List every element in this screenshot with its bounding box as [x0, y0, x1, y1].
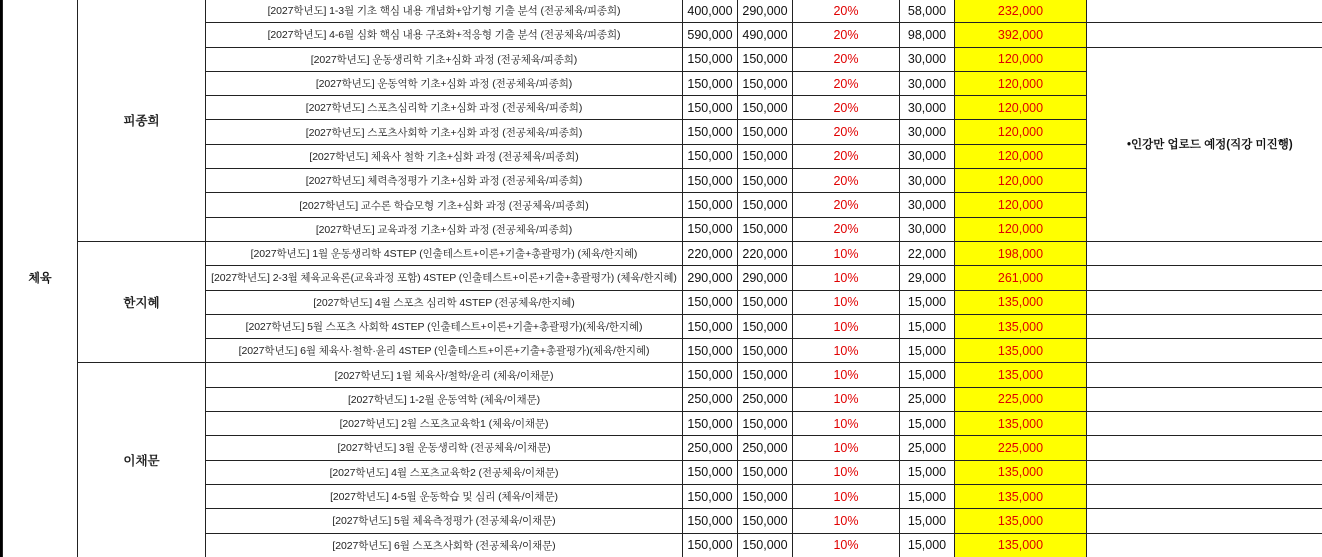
price-cell[interactable]: 150,000: [683, 460, 738, 484]
discount-amount-cell[interactable]: 30,000: [900, 120, 955, 144]
discount-rate-cell[interactable]: 10%: [793, 339, 900, 363]
final-price-cell[interactable]: 198,000: [955, 241, 1087, 265]
course-name-cell[interactable]: [2027학년도] 4-6월 심화 핵심 내용 구조화+적응형 기출 분석 (전공체육/피종희): [206, 23, 683, 47]
course-name-cell[interactable]: [2027학년도] 5월 체육측정평가 (전공체육/이채문): [206, 509, 683, 533]
discount-amount-cell[interactable]: 25,000: [900, 436, 955, 460]
discount-amount-cell[interactable]: 15,000: [900, 533, 955, 557]
course-name-cell[interactable]: [2027학년도] 2-3월 체육교육론(교육과정 포함) 4STEP (인출테스트+이론+기출+총괄평가) (체육/한지혜): [206, 266, 683, 290]
price-cell[interactable]: 150,000: [683, 120, 738, 144]
final-price-cell[interactable]: 135,000: [955, 290, 1087, 314]
final-price-cell[interactable]: 120,000: [955, 71, 1087, 95]
note-cell-empty[interactable]: [1087, 484, 1322, 508]
discount-rate-cell[interactable]: 10%: [793, 266, 900, 290]
course-name-cell[interactable]: [2027학년도] 3월 운동생리학 (전공체육/이채문): [206, 436, 683, 460]
final-price-cell[interactable]: 120,000: [955, 96, 1087, 120]
note-cell-empty[interactable]: [1087, 0, 1322, 23]
note-cell-empty[interactable]: [1087, 23, 1322, 47]
course-name-cell[interactable]: [2027학년도] 6월 스포츠사회학 (전공체육/이채문): [206, 533, 683, 557]
price-cell[interactable]: 150,000: [683, 484, 738, 508]
discount-rate-cell[interactable]: 10%: [793, 387, 900, 411]
discount-rate-cell[interactable]: 10%: [793, 460, 900, 484]
course-name-cell[interactable]: [2027학년도] 체력측정평가 기초+심화 과정 (전공체육/피종희): [206, 169, 683, 193]
category-cell[interactable]: 체육: [3, 0, 78, 557]
discount-rate-cell[interactable]: 10%: [793, 314, 900, 338]
discount-rate-cell[interactable]: 20%: [793, 47, 900, 71]
final-price-cell[interactable]: 120,000: [955, 169, 1087, 193]
discount-rate-cell[interactable]: 20%: [793, 71, 900, 95]
course-name-cell[interactable]: [2027학년도] 교수론 학습모형 기초+심화 과정 (전공체육/피종희): [206, 193, 683, 217]
course-name-cell[interactable]: [2027학년도] 1-3월 기초 핵심 내용 개념화+암기형 기출 분석 (전공체육/피종희): [206, 0, 683, 23]
note-cell-empty[interactable]: [1087, 412, 1322, 436]
price-cell[interactable]: 150,000: [683, 217, 738, 241]
final-price-cell[interactable]: 225,000: [955, 436, 1087, 460]
price-cell[interactable]: 250,000: [683, 436, 738, 460]
price-cell[interactable]: 150,000: [683, 169, 738, 193]
sale-price-cell[interactable]: 150,000: [738, 120, 793, 144]
price-table: [2, 0, 1322, 557]
course-name-cell[interactable]: [2027학년도] 5월 스포츠 사회학 4STEP (인출테스트+이론+기출+총괄평가)(체육/한지혜): [206, 314, 683, 338]
price-cell[interactable]: 150,000: [683, 144, 738, 168]
final-price-cell[interactable]: 120,000: [955, 120, 1087, 144]
discount-rate-cell[interactable]: 20%: [793, 144, 900, 168]
course-name-cell[interactable]: [2027학년도] 운동역학 기초+심화 과정 (전공체육/피종희): [206, 71, 683, 95]
discount-rate-cell[interactable]: 10%: [793, 290, 900, 314]
note-cell[interactable]: •인강만 업로드 예정(직강 미진행): [1087, 47, 1322, 241]
sale-price-cell[interactable]: 150,000: [738, 47, 793, 71]
note-cell-empty[interactable]: [1087, 533, 1322, 557]
price-cell[interactable]: 590,000: [683, 23, 738, 47]
note-cell-empty[interactable]: [1087, 290, 1322, 314]
final-price-cell[interactable]: 120,000: [955, 144, 1087, 168]
sale-price-cell[interactable]: 150,000: [738, 460, 793, 484]
discount-amount-cell[interactable]: 15,000: [900, 339, 955, 363]
discount-rate-cell[interactable]: 10%: [793, 412, 900, 436]
final-price-cell[interactable]: 120,000: [955, 217, 1087, 241]
final-price-cell[interactable]: 135,000: [955, 460, 1087, 484]
price-cell[interactable]: 150,000: [683, 314, 738, 338]
final-price-cell[interactable]: 135,000: [955, 363, 1087, 387]
note-cell-empty[interactable]: [1087, 363, 1322, 387]
discount-amount-cell[interactable]: 15,000: [900, 460, 955, 484]
discount-amount-cell[interactable]: 25,000: [900, 387, 955, 411]
instructor-cell[interactable]: 피종희: [78, 0, 206, 241]
discount-rate-cell[interactable]: 10%: [793, 363, 900, 387]
final-price-cell[interactable]: 135,000: [955, 339, 1087, 363]
discount-rate-cell[interactable]: 10%: [793, 533, 900, 557]
note-cell-empty[interactable]: [1087, 509, 1322, 533]
discount-amount-cell[interactable]: 22,000: [900, 241, 955, 265]
discount-amount-cell[interactable]: 29,000: [900, 266, 955, 290]
sale-price-cell[interactable]: 150,000: [738, 71, 793, 95]
price-cell[interactable]: 150,000: [683, 193, 738, 217]
course-name-cell[interactable]: [2027학년도] 스포츠심리학 기초+심화 과정 (전공체육/피종희): [206, 96, 683, 120]
price-table-body: [3, 0, 1322, 557]
discount-rate-cell[interactable]: 10%: [793, 484, 900, 508]
final-price-cell[interactable]: 135,000: [955, 412, 1087, 436]
discount-rate-cell[interactable]: 20%: [793, 193, 900, 217]
price-cell[interactable]: 150,000: [683, 509, 738, 533]
note-cell-empty[interactable]: [1087, 241, 1322, 265]
discount-rate-cell[interactable]: 10%: [793, 436, 900, 460]
final-price-cell[interactable]: 120,000: [955, 47, 1087, 71]
note-cell-empty[interactable]: [1087, 314, 1322, 338]
course-name-cell[interactable]: [2027학년도] 2월 스포츠교육학1 (체육/이채문): [206, 412, 683, 436]
price-cell[interactable]: 150,000: [683, 290, 738, 314]
discount-amount-cell[interactable]: 30,000: [900, 169, 955, 193]
course-name-cell[interactable]: [2027학년도] 4월 스포츠 심리학 4STEP (전공체육/한지혜): [206, 290, 683, 314]
discount-amount-cell[interactable]: 30,000: [900, 71, 955, 95]
price-cell[interactable]: 250,000: [683, 387, 738, 411]
price-cell[interactable]: 290,000: [683, 266, 738, 290]
discount-amount-cell[interactable]: 30,000: [900, 96, 955, 120]
final-price-cell[interactable]: 232,000: [955, 0, 1087, 23]
sale-price-cell[interactable]: 250,000: [738, 387, 793, 411]
price-cell[interactable]: 150,000: [683, 71, 738, 95]
discount-amount-cell[interactable]: 30,000: [900, 217, 955, 241]
sale-price-cell[interactable]: 150,000: [738, 96, 793, 120]
final-price-cell[interactable]: 120,000: [955, 193, 1087, 217]
final-price-cell[interactable]: 225,000: [955, 387, 1087, 411]
price-cell[interactable]: 150,000: [683, 363, 738, 387]
course-name-cell[interactable]: [2027학년도] 1-2월 운동역학 (체육/이채문): [206, 387, 683, 411]
discount-rate-cell[interactable]: 20%: [793, 96, 900, 120]
price-cell[interactable]: 150,000: [683, 339, 738, 363]
discount-amount-cell[interactable]: 15,000: [900, 290, 955, 314]
discount-amount-cell[interactable]: 15,000: [900, 363, 955, 387]
table-row: [3, 0, 1322, 23]
discount-rate-cell[interactable]: 20%: [793, 120, 900, 144]
discount-amount-cell[interactable]: 15,000: [900, 484, 955, 508]
discount-amount-cell[interactable]: 15,000: [900, 412, 955, 436]
sale-price-cell[interactable]: 220,000: [738, 241, 793, 265]
final-price-cell[interactable]: 135,000: [955, 484, 1087, 508]
discount-rate-cell[interactable]: 20%: [793, 23, 900, 47]
sale-price-cell[interactable]: 150,000: [738, 363, 793, 387]
course-name-cell[interactable]: [2027학년도] 스포츠사회학 기초+심화 과정 (전공체육/피종희): [206, 120, 683, 144]
discount-amount-cell[interactable]: 98,000: [900, 23, 955, 47]
sale-price-cell[interactable]: 150,000: [738, 169, 793, 193]
note-cell-empty[interactable]: [1087, 387, 1322, 411]
sale-price-cell[interactable]: 290,000: [738, 0, 793, 23]
sale-price-cell[interactable]: 250,000: [738, 436, 793, 460]
sale-price-cell[interactable]: 490,000: [738, 23, 793, 47]
sale-price-cell[interactable]: 150,000: [738, 509, 793, 533]
course-name-cell[interactable]: [2027학년도] 1월 체육사/철학/윤리 (체육/이채문): [206, 363, 683, 387]
discount-rate-cell[interactable]: 10%: [793, 241, 900, 265]
course-name-cell[interactable]: [2027학년도] 체육사 철학 기초+심화 과정 (전공체육/피종희): [206, 144, 683, 168]
final-price-cell[interactable]: 392,000: [955, 23, 1087, 47]
course-name-cell[interactable]: [2027학년도] 교육과정 기초+심화 과정 (전공체육/피종희): [206, 217, 683, 241]
price-cell[interactable]: 150,000: [683, 533, 738, 557]
instructor-cell[interactable]: 이채문: [78, 363, 206, 557]
discount-rate-cell[interactable]: 20%: [793, 169, 900, 193]
price-cell[interactable]: 400,000: [683, 0, 738, 23]
note-cell-empty[interactable]: [1087, 460, 1322, 484]
discount-rate-cell[interactable]: 20%: [793, 0, 900, 23]
sale-price-cell[interactable]: 150,000: [738, 339, 793, 363]
sale-price-cell[interactable]: 150,000: [738, 314, 793, 338]
discount-amount-cell[interactable]: 15,000: [900, 509, 955, 533]
sale-price-cell[interactable]: 150,000: [738, 412, 793, 436]
price-cell[interactable]: 150,000: [683, 96, 738, 120]
note-cell-empty[interactable]: [1087, 266, 1322, 290]
note-cell-empty[interactable]: [1087, 436, 1322, 460]
price-cell[interactable]: 150,000: [683, 412, 738, 436]
sale-price-cell[interactable]: 150,000: [738, 193, 793, 217]
sale-price-cell[interactable]: 150,000: [738, 533, 793, 557]
course-name-cell[interactable]: [2027학년도] 1월 운동생리학 4STEP (인출테스트+이론+기출+총괄평가) (체육/한지혜): [206, 241, 683, 265]
discount-amount-cell[interactable]: 15,000: [900, 314, 955, 338]
final-price-cell[interactable]: 261,000: [955, 266, 1087, 290]
discount-amount-cell[interactable]: 30,000: [900, 47, 955, 71]
final-price-cell[interactable]: 135,000: [955, 314, 1087, 338]
instructor-cell[interactable]: 한지혜: [78, 241, 206, 362]
table-row: [3, 363, 1322, 387]
sale-price-cell[interactable]: 290,000: [738, 266, 793, 290]
price-cell[interactable]: 220,000: [683, 241, 738, 265]
discount-amount-cell[interactable]: 30,000: [900, 144, 955, 168]
final-price-cell[interactable]: 135,000: [955, 533, 1087, 557]
sale-price-cell[interactable]: 150,000: [738, 144, 793, 168]
course-name-cell[interactable]: [2027학년도] 6월 체육사·철학·윤리 4STEP (인출테스트+이론+기출+총괄평가)(체육/한지혜): [206, 339, 683, 363]
discount-amount-cell[interactable]: 30,000: [900, 193, 955, 217]
table-row: [3, 241, 1322, 265]
sale-price-cell[interactable]: 150,000: [738, 290, 793, 314]
discount-rate-cell[interactable]: 20%: [793, 217, 900, 241]
sale-price-cell[interactable]: 150,000: [738, 484, 793, 508]
course-name-cell[interactable]: [2027학년도] 4월 스포츠교육학2 (전공체육/이채문): [206, 460, 683, 484]
price-cell[interactable]: 150,000: [683, 47, 738, 71]
sale-price-cell[interactable]: 150,000: [738, 217, 793, 241]
discount-amount-cell[interactable]: 58,000: [900, 0, 955, 23]
final-price-cell[interactable]: 135,000: [955, 509, 1087, 533]
note-cell-empty[interactable]: [1087, 339, 1322, 363]
course-name-cell[interactable]: [2027학년도] 4-5월 운동학습 및 심리 (체육/이채문): [206, 484, 683, 508]
discount-rate-cell[interactable]: 10%: [793, 509, 900, 533]
course-name-cell[interactable]: [2027학년도] 운동생리학 기초+심화 과정 (전공체육/피종희): [206, 47, 683, 71]
